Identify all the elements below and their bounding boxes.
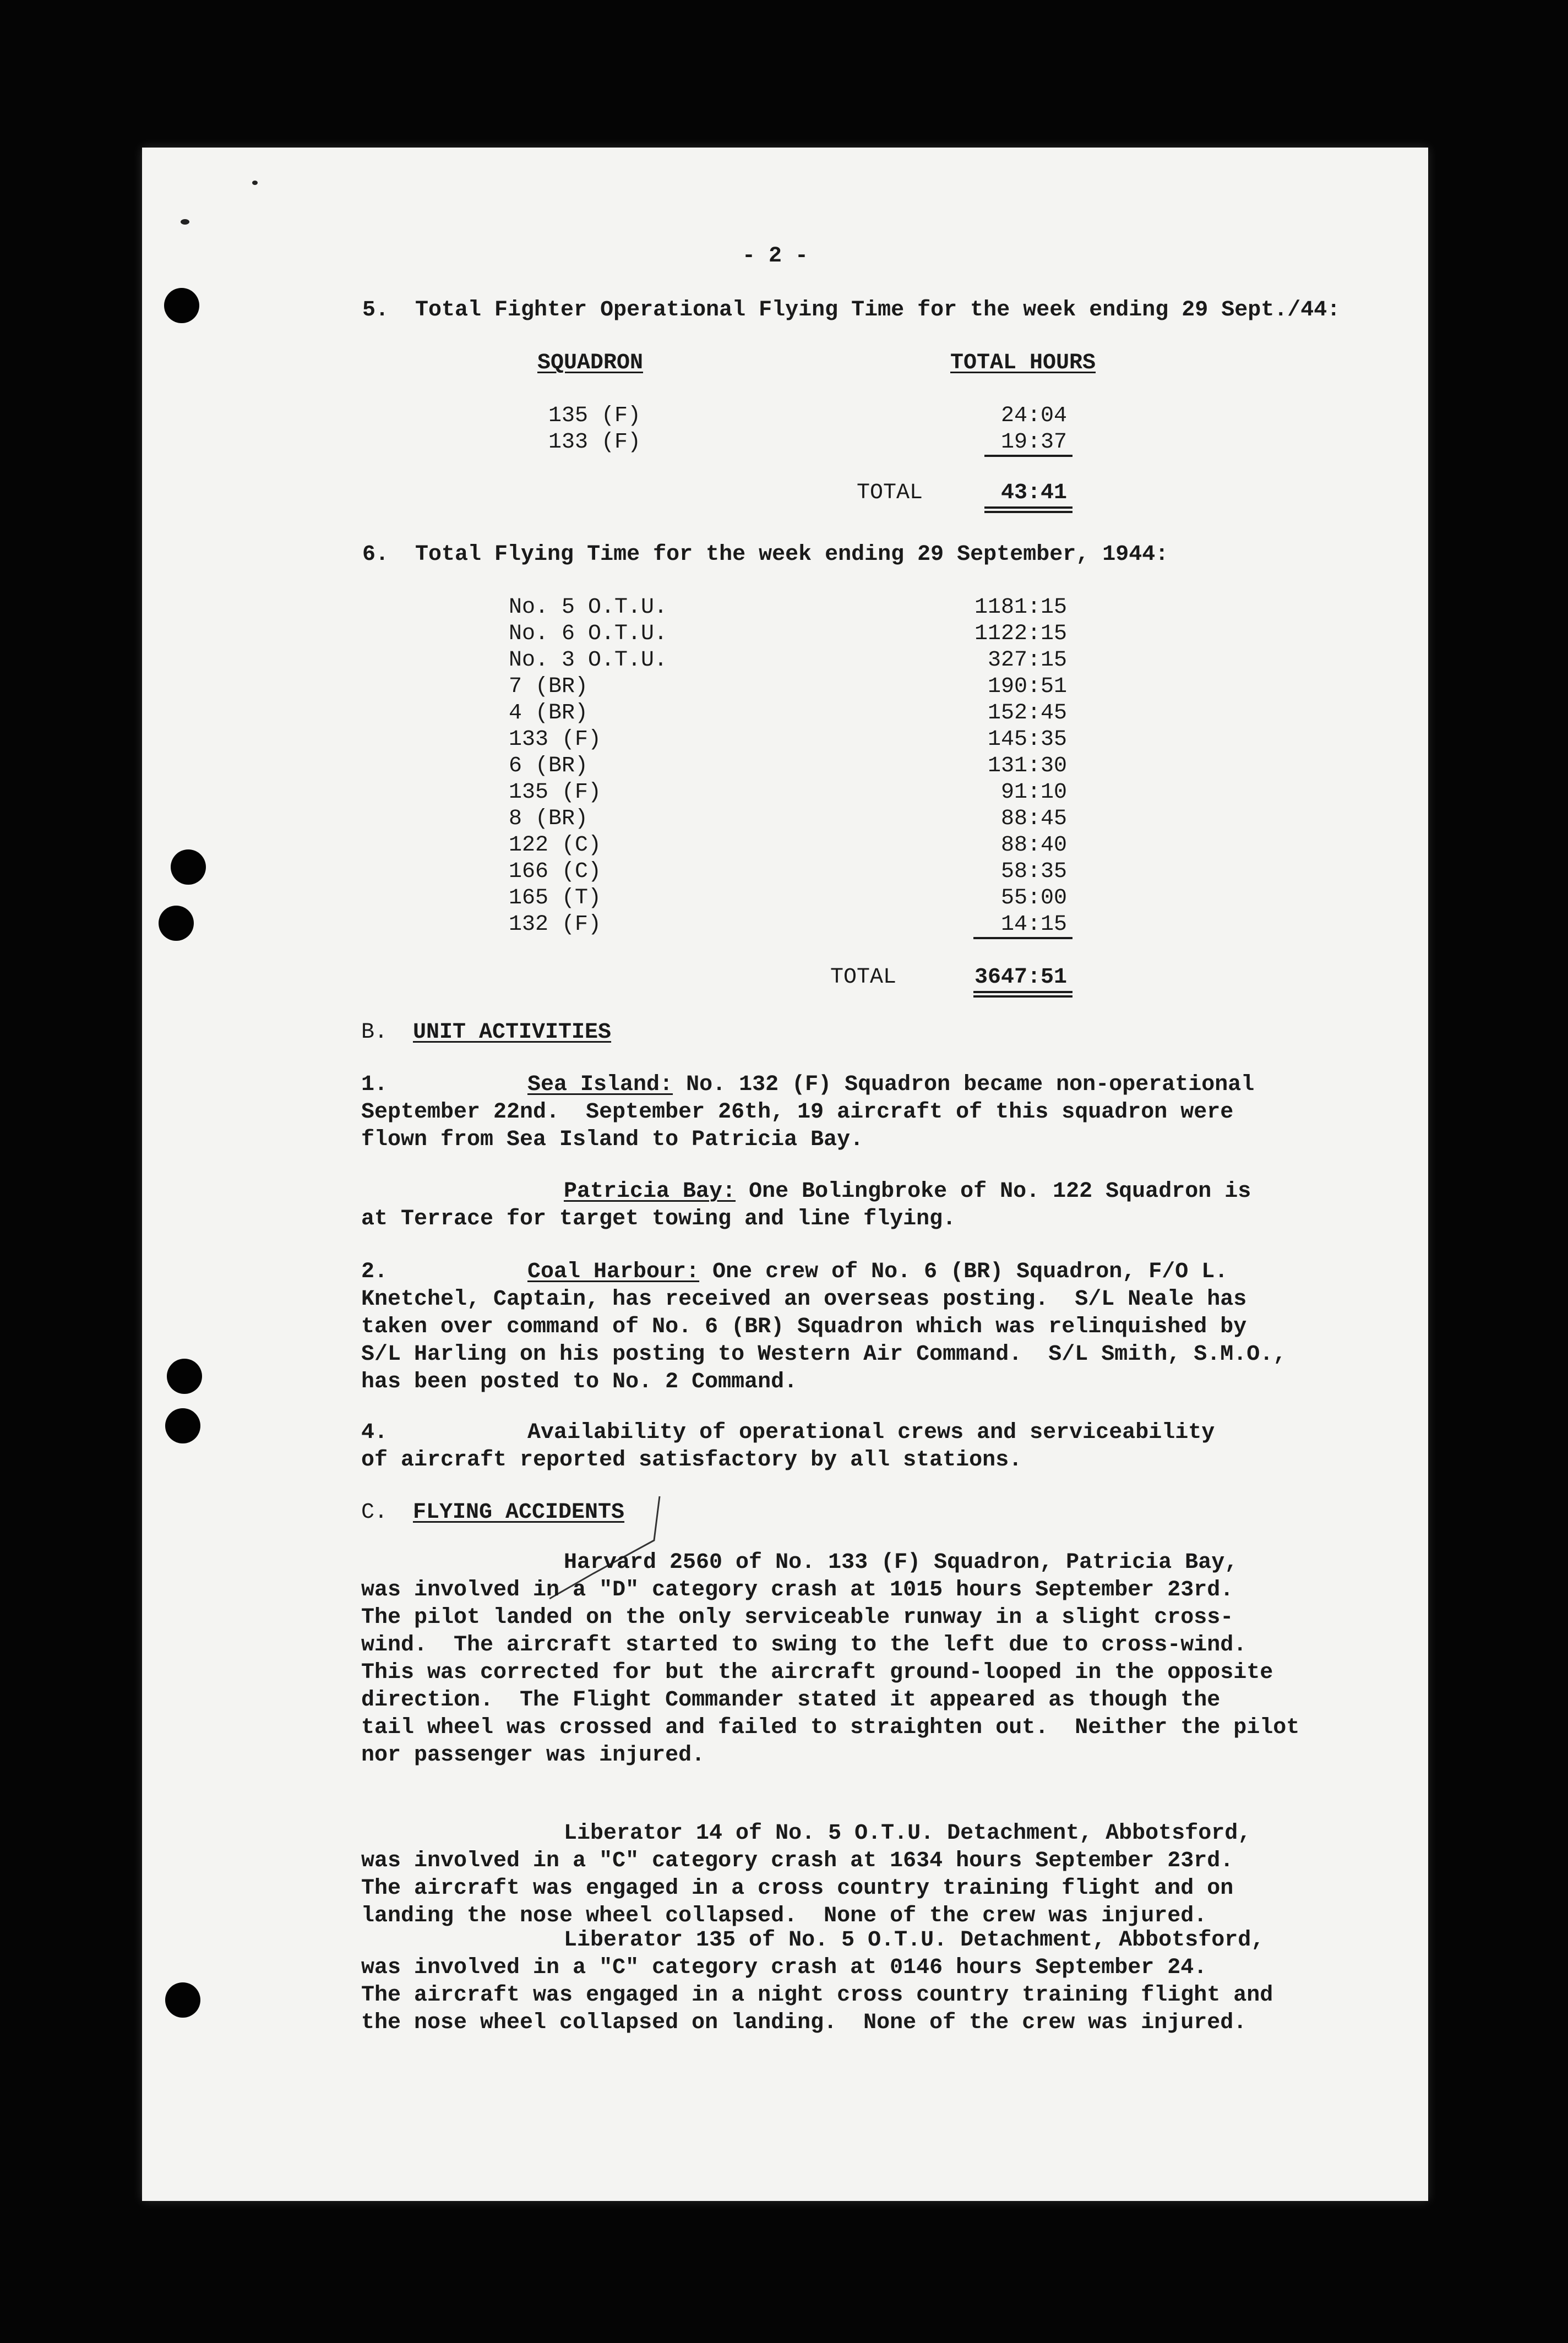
hours-cell: 88:45 — [1000, 807, 1067, 831]
paragraph-line: has been posted to No. 2 Command. — [361, 1370, 798, 1394]
paragraph-first-line — [361, 1549, 1299, 1577]
paragraph-first-line — [361, 1820, 1251, 1848]
paragraph-availability — [361, 1419, 1215, 1474]
squadron-cell: 133 (F) — [548, 430, 641, 455]
paragraph-line: The aircraft was engaged in a night cross country training flight and — [361, 1983, 1273, 2008]
location-heading: Sea Island: — [527, 1072, 673, 1097]
paragraph-line: was involved in a "C" category crash at 0146 hours September 24. — [361, 1955, 1207, 1980]
paragraph-text: One Bolingbroke of No. 122 Squadron is — [736, 1179, 1251, 1204]
total-label: TOTAL — [857, 481, 923, 505]
unit-cell: 165 (T) — [509, 886, 602, 911]
punch-hole — [159, 906, 194, 941]
punch-hole — [167, 1359, 202, 1394]
unit-cell: No. 5 O.T.U. — [509, 595, 668, 620]
hours-cell: 55:00 — [1000, 886, 1067, 911]
paragraph-line: September 22nd. September 26th, 19 aircraft of this squadron were — [361, 1100, 1234, 1125]
subtotal-rule — [984, 455, 1072, 457]
paragraph-coal-harbour — [361, 1258, 1286, 1396]
unit-cell: No. 6 O.T.U. — [509, 622, 668, 646]
paragraph-line: was involved in a "D" category crash at 1015 hours September 23rd. — [361, 1578, 1234, 1603]
total-double-rule — [973, 991, 1072, 993]
paragraph-line: wind. The aircraft started to swing to the left due to cross-wind. — [361, 1633, 1247, 1658]
hours-cell: 1122:15 — [974, 622, 1067, 646]
paragraph-line: was involved in a "C" category crash at 1634 hours September 23rd. — [361, 1849, 1234, 1873]
paragraph-text: Harvard 2560 of No. 133 (F) Squadron, Patricia Bay, — [564, 1550, 1238, 1575]
accident-harvard — [361, 1549, 1299, 1769]
paragraph-line: nor passenger was injured. — [361, 1743, 705, 1768]
total-label: TOTAL — [830, 965, 897, 990]
accident-liberator-14 — [361, 1820, 1251, 1930]
hours-cell: 58:35 — [1000, 859, 1067, 884]
hours-cell: 327:15 — [987, 648, 1067, 673]
paragraph-text: Liberator 135 of No. 5 O.T.U. Detachment, Abbotsford, — [564, 1928, 1265, 1953]
paragraph-number: 1. — [361, 1072, 388, 1097]
paragraph-text: No. 132 (F) Squadron became non-operational — [673, 1072, 1255, 1097]
paragraph-line: This was corrected for but the aircraft ground-looped in the opposite — [361, 1660, 1273, 1685]
paragraph-number: 4. — [361, 1420, 388, 1445]
squadron-column-header: SQUADRON — [537, 351, 644, 375]
total-value: 3647:51 — [974, 965, 1067, 990]
paragraph-first-line — [361, 1419, 1215, 1447]
punch-hole — [164, 288, 199, 323]
hours-cell: 145:35 — [987, 727, 1067, 752]
location-heading: Coal Harbour: — [527, 1260, 700, 1284]
page-number: - 2 - — [742, 244, 809, 269]
paragraph-line: tail wheel was crossed and failed to straighten out. Neither the pilot — [361, 1715, 1300, 1740]
unit-cell: 7 (BR) — [509, 674, 589, 699]
paragraph-text: Availability of operational crews and serviceability — [527, 1420, 1215, 1445]
paragraph-line: The aircraft was engaged in a cross country training flight and on — [361, 1876, 1234, 1901]
paper-speck — [181, 219, 189, 225]
accident-liberator-135 — [361, 1927, 1273, 2037]
subtotal-rule — [973, 937, 1072, 939]
paragraph-line: The pilot landed on the only serviceable runway in a slight cross- — [361, 1605, 1234, 1630]
section6-heading: 6. Total Flying Time for the week ending 29 September, 1944: — [362, 542, 1169, 567]
paragraph-first-line — [361, 1178, 1251, 1206]
hours-cell: 91:10 — [1000, 780, 1067, 805]
punch-hole — [165, 1982, 200, 2018]
document-page — [142, 148, 1428, 2201]
hours-cell: 14:15 — [1000, 912, 1067, 937]
hours-cell: 152:45 — [987, 701, 1067, 726]
paragraph-line: Knetchel, Captain, has received an overseas posting. S/L Neale has — [361, 1287, 1247, 1312]
punch-hole — [171, 849, 206, 885]
paragraph-line: taken over command of No. 6 (BR) Squadron which was relinquished by — [361, 1315, 1247, 1339]
paragraph-first-line — [361, 1927, 1273, 1954]
paragraph-line: direction. The Flight Commander stated it appeared as though the — [361, 1688, 1221, 1713]
section-c-title: FLYING ACCIDENTS — [413, 1500, 625, 1525]
paragraph-patricia-bay — [361, 1178, 1251, 1233]
total-value: 43:41 — [1000, 481, 1067, 505]
unit-cell: 6 (BR) — [509, 754, 589, 778]
total-double-rule — [973, 995, 1072, 998]
hours-cell: 131:30 — [987, 754, 1067, 778]
paragraph-line: of aircraft reported satisfactory by all stations. — [361, 1448, 1022, 1473]
paragraph-first-line — [361, 1071, 1254, 1099]
paragraph-line: S/L Harling on his posting to Western Air Command. S/L Smith, S.M.O., — [361, 1342, 1287, 1367]
punch-hole — [165, 1408, 200, 1443]
paragraph-sea-island — [361, 1071, 1254, 1154]
section-b-letter: B. — [361, 1020, 388, 1045]
paragraph-text: Liberator 14 of No. 5 O.T.U. Detachment, Abbotsford, — [564, 1821, 1251, 1846]
paragraph-line: at Terrace for target towing and line flying. — [361, 1207, 956, 1232]
unit-cell: 122 (C) — [509, 833, 602, 858]
paper-speck — [252, 181, 258, 185]
unit-cell: No. 3 O.T.U. — [509, 648, 668, 673]
paragraph-line: the nose wheel collapsed on landing. None of the crew was injured. — [361, 2010, 1247, 2035]
hours-cell: 190:51 — [987, 674, 1067, 699]
unit-cell: 166 (C) — [509, 859, 602, 884]
unit-cell: 133 (F) — [509, 727, 602, 752]
section-c-letter: C. — [361, 1500, 388, 1525]
section-b-title: UNIT ACTIVITIES — [413, 1020, 612, 1045]
hours-cell: 19:37 — [1000, 430, 1067, 455]
paragraph-number: 2. — [361, 1260, 388, 1284]
unit-cell: 135 (F) — [509, 780, 602, 805]
total-hours-column-header: TOTAL HOURS — [950, 351, 1096, 375]
paragraph-line: flown from Sea Island to Patricia Bay. — [361, 1127, 864, 1152]
hours-cell: 24:04 — [1000, 404, 1067, 428]
paragraph-text: One crew of No. 6 (BR) Squadron, F/O L. — [699, 1260, 1228, 1284]
paragraph-line: landing the nose wheel collapsed. None of the crew was injured. — [361, 1904, 1207, 1928]
unit-cell: 4 (BR) — [509, 701, 589, 726]
location-heading: Patricia Bay: — [564, 1179, 736, 1204]
total-double-rule — [984, 506, 1072, 509]
unit-cell: 132 (F) — [509, 912, 602, 937]
paragraph-first-line — [361, 1258, 1286, 1286]
unit-cell: 8 (BR) — [509, 807, 589, 831]
hours-cell: 88:40 — [1000, 833, 1067, 858]
total-double-rule — [984, 511, 1072, 513]
squadron-cell: 135 (F) — [548, 404, 641, 428]
section5-heading: 5. Total Fighter Operational Flying Time for the week ending 29 Sept./44: — [362, 298, 1341, 323]
hours-cell: 1181:15 — [974, 595, 1067, 620]
